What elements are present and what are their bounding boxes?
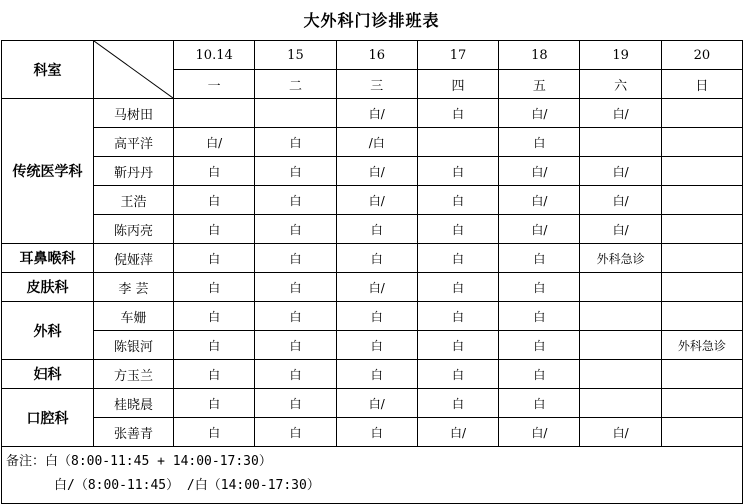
shift-cell: 白 — [499, 244, 580, 273]
weekday-cell: 三 — [336, 70, 417, 99]
shift-cell — [580, 331, 661, 360]
note-line-2: 白/（8:00-11:45） /白（14:00-17:30） — [54, 478, 320, 493]
doctor-row — [2, 215, 743, 244]
shift-cell — [661, 418, 742, 447]
shift-cell: 白 — [417, 244, 498, 273]
shift-cell: 白 — [255, 389, 336, 418]
shift-cell: 白/ — [336, 186, 417, 215]
shift-cell — [255, 99, 336, 128]
department-name: 妇科 — [2, 360, 94, 389]
note-line-1: 备注：白（8:00-11:45 + 14:00-17:30） — [6, 454, 272, 469]
weekday-cell: 日 — [661, 70, 742, 99]
doctor-name: 陈丙亮 — [94, 215, 174, 244]
shift-cell: 白 — [255, 273, 336, 302]
dept-header-cell: 科室 — [2, 41, 94, 99]
department-name: 皮肤科 — [2, 273, 94, 302]
shift-cell: 外科急诊 — [661, 331, 742, 360]
date-cell: 10.14 — [174, 41, 255, 70]
shift-cell: 白 — [417, 302, 498, 331]
page-title: 大外科门诊排班表 — [303, 11, 440, 30]
diagonal-line — [94, 41, 173, 98]
shift-cell: 白 — [174, 215, 255, 244]
shift-cell: 白/ — [580, 186, 661, 215]
shift-cell: 白 — [499, 302, 580, 331]
doctor-row — [2, 418, 743, 447]
shift-cell: 白 — [336, 360, 417, 389]
shift-cell: 白 — [499, 273, 580, 302]
shift-cell: 白/ — [499, 418, 580, 447]
shift-cell: 白 — [174, 186, 255, 215]
shift-cell: 白 — [499, 331, 580, 360]
doctor-row — [2, 331, 743, 360]
doctor-name: 桂晓晨 — [94, 389, 174, 418]
shift-cell — [661, 186, 742, 215]
shift-cell — [580, 302, 661, 331]
shift-cell: 白/ — [499, 99, 580, 128]
shift-cell: 白 — [417, 157, 498, 186]
shift-cell: 白/ — [499, 186, 580, 215]
shift-cell: 白 — [255, 186, 336, 215]
notes-cell — [2, 447, 743, 504]
date-cell: 18 — [499, 41, 580, 70]
shift-cell: 白 — [174, 331, 255, 360]
weekday-cell: 四 — [417, 70, 498, 99]
doctor-row — [2, 157, 743, 186]
department-name: 口腔科 — [2, 389, 94, 447]
shift-cell: 白/ — [580, 157, 661, 186]
shift-cell: 白 — [174, 418, 255, 447]
date-cell: 19 — [580, 41, 661, 70]
doctor-name: 王浩 — [94, 186, 174, 215]
shift-cell: 白 — [174, 273, 255, 302]
shift-cell — [661, 244, 742, 273]
shift-cell: 白 — [336, 418, 417, 447]
shift-cell: 白 — [174, 360, 255, 389]
shift-cell: 白/ — [174, 128, 255, 157]
shift-cell — [661, 128, 742, 157]
doctor-name: 李 芸 — [94, 273, 174, 302]
shift-cell: 白 — [336, 331, 417, 360]
doctor-row — [2, 302, 743, 331]
doctor-name: 马树田 — [94, 99, 174, 128]
schedule-table — [1, 40, 743, 504]
shift-cell: 白 — [417, 360, 498, 389]
department-name: 耳鼻喉科 — [2, 244, 94, 273]
shift-cell: 白 — [255, 360, 336, 389]
shift-cell: 白 — [417, 331, 498, 360]
shift-cell: 白/ — [580, 418, 661, 447]
shift-cell — [580, 273, 661, 302]
doctor-row — [2, 360, 743, 389]
shift-cell: 白 — [255, 128, 336, 157]
shift-cell: 白 — [499, 389, 580, 418]
shift-cell: 白 — [417, 186, 498, 215]
notes-row — [2, 447, 743, 504]
doctor-name: 陈银河 — [94, 331, 174, 360]
doctor-name: 高平洋 — [94, 128, 174, 157]
shift-cell — [661, 302, 742, 331]
shift-cell: 白 — [417, 99, 498, 128]
shift-cell: 白/ — [580, 99, 661, 128]
shift-cell — [580, 360, 661, 389]
shift-cell: 白 — [336, 302, 417, 331]
shift-cell — [417, 128, 498, 157]
doctor-name: 张善青 — [94, 418, 174, 447]
doctor-row — [2, 244, 743, 273]
doctor-row — [2, 389, 743, 418]
shift-cell: 白 — [255, 418, 336, 447]
shift-cell: 白 — [417, 389, 498, 418]
shift-cell — [661, 273, 742, 302]
shift-cell: 外科急诊 — [580, 244, 661, 273]
doctor-name: 方玉兰 — [94, 360, 174, 389]
shift-cell: 白 — [174, 302, 255, 331]
doctor-row — [2, 128, 743, 157]
shift-cell: 白/ — [417, 418, 498, 447]
doctor-name: 倪娅萍 — [94, 244, 174, 273]
header-date-row — [2, 41, 743, 70]
shift-cell: 白 — [174, 157, 255, 186]
shift-cell — [661, 157, 742, 186]
shift-cell: 白 — [174, 244, 255, 273]
doctor-row — [2, 273, 743, 302]
shift-cell: 白 — [255, 215, 336, 244]
shift-cell: 白/ — [580, 215, 661, 244]
shift-cell — [661, 215, 742, 244]
shift-cell: 白 — [336, 215, 417, 244]
shift-cell: 白/ — [499, 215, 580, 244]
shift-cell: 白 — [336, 244, 417, 273]
date-cell: 20 — [661, 41, 742, 70]
shift-cell: 白 — [255, 157, 336, 186]
weekday-cell: 二 — [255, 70, 336, 99]
doctor-row — [2, 186, 743, 215]
shift-cell: 白 — [499, 128, 580, 157]
shift-cell — [580, 128, 661, 157]
shift-cell: 白/ — [336, 157, 417, 186]
shift-cell — [661, 99, 742, 128]
shift-cell: 白 — [255, 244, 336, 273]
shift-cell: 白 — [255, 331, 336, 360]
shift-cell: 白 — [417, 215, 498, 244]
doctor-row — [2, 99, 743, 128]
shift-cell: /白 — [336, 128, 417, 157]
shift-cell: 白 — [255, 302, 336, 331]
department-name: 传统医学科 — [2, 99, 94, 244]
shift-cell: 白/ — [336, 389, 417, 418]
shift-cell: 白/ — [499, 157, 580, 186]
shift-cell: 白 — [499, 360, 580, 389]
shift-cell — [661, 389, 742, 418]
shift-cell: 白/ — [336, 99, 417, 128]
shift-cell — [174, 99, 255, 128]
shift-cell — [661, 360, 742, 389]
weekday-cell: 一 — [174, 70, 255, 99]
shift-cell: 白 — [174, 389, 255, 418]
date-cell: 16 — [336, 41, 417, 70]
date-cell: 15 — [255, 41, 336, 70]
diagonal-header-cell — [94, 41, 174, 99]
shift-cell: 白 — [417, 273, 498, 302]
department-name: 外科 — [2, 302, 94, 360]
doctor-name: 靳丹丹 — [94, 157, 174, 186]
doctor-name: 车姗 — [94, 302, 174, 331]
date-cell: 17 — [417, 41, 498, 70]
shift-cell: 白/ — [336, 273, 417, 302]
weekday-cell: 五 — [499, 70, 580, 99]
weekday-cell: 六 — [580, 70, 661, 99]
shift-cell — [580, 389, 661, 418]
